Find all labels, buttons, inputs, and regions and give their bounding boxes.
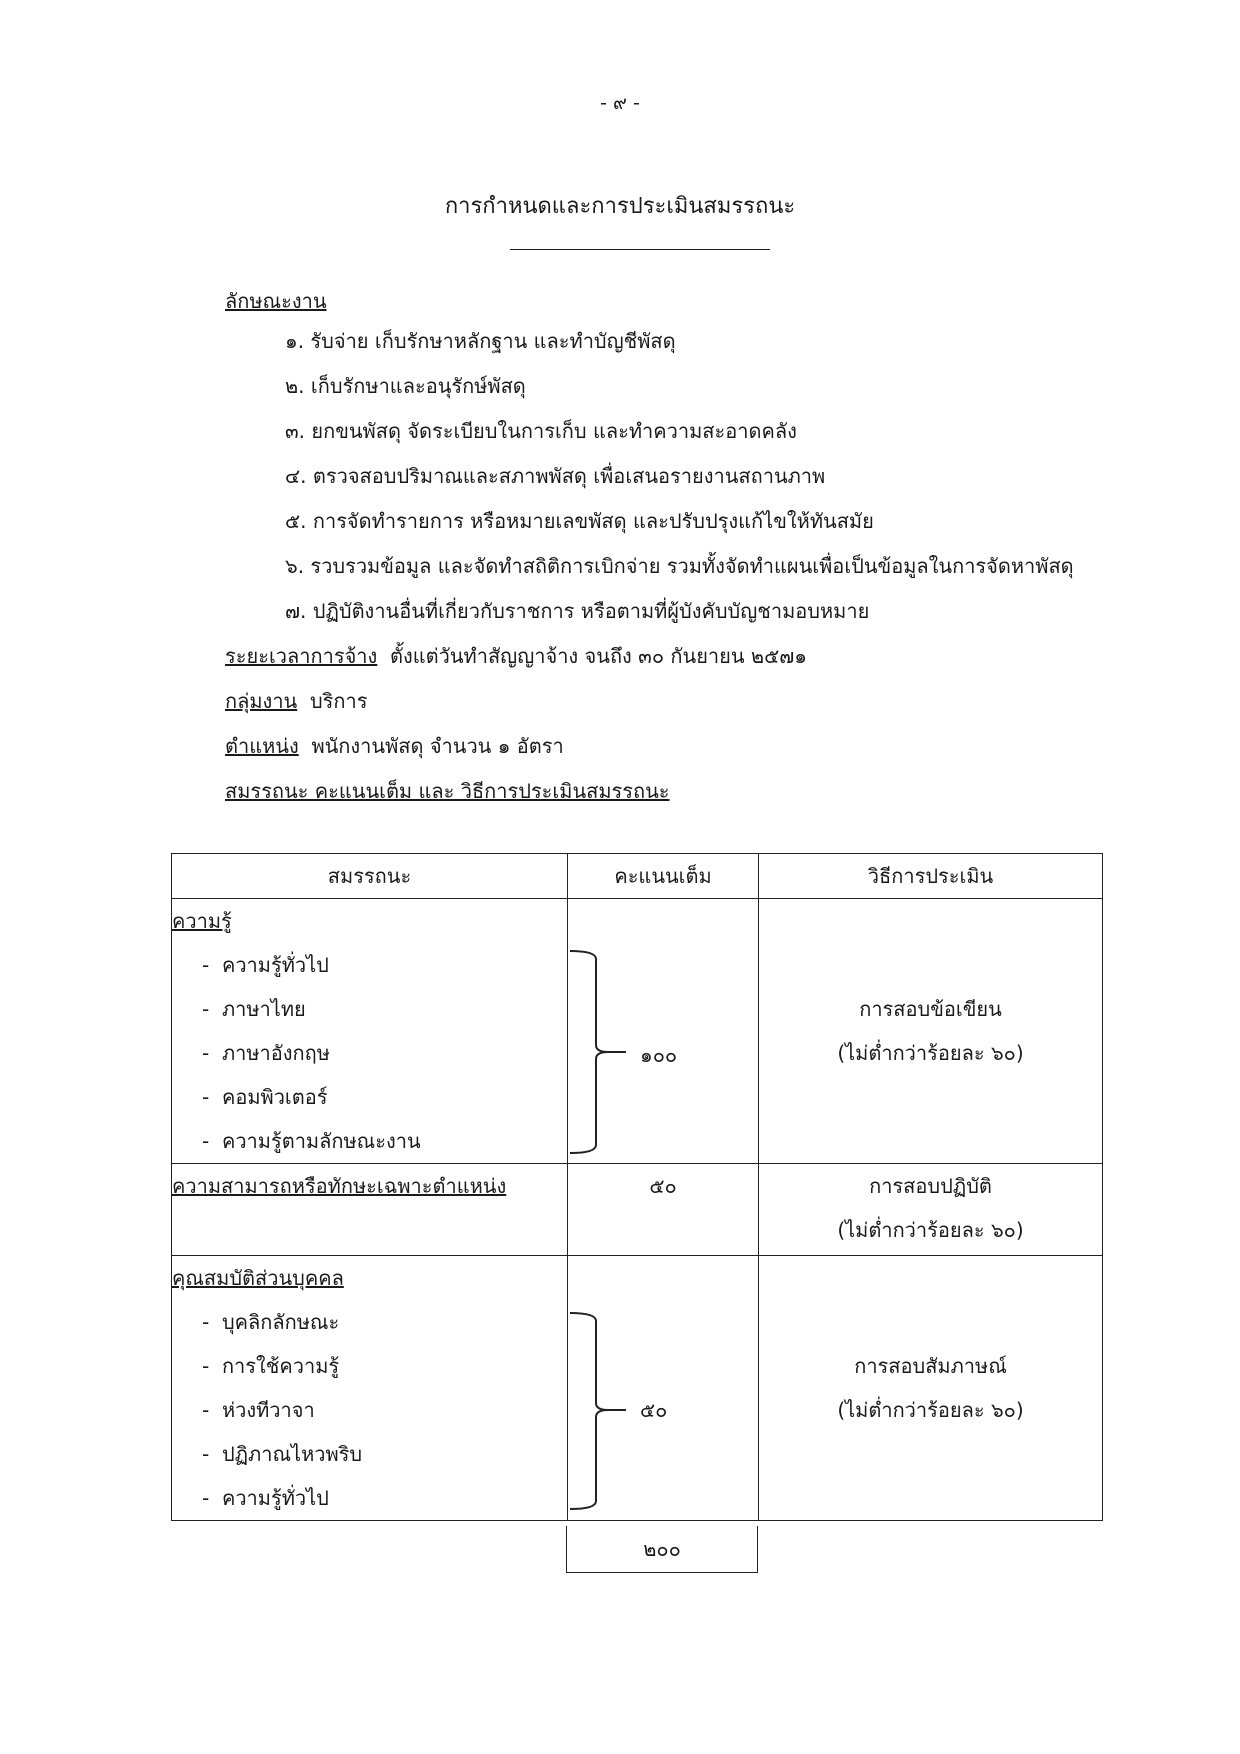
job-nature-heading: ลักษณะงาน (225, 289, 327, 313)
position-value: พนักงานพัสดุ จำนวน ๑ อัตรา (311, 734, 564, 758)
method-cell (759, 1256, 1103, 1521)
category-label: คุณสมบัติส่วนบุคคล (172, 1266, 344, 1290)
score-cell (568, 1164, 759, 1256)
duty-item: ๔. ตรวจสอบปริมาณและสภาพพัสดุ เพื่อเสนอรายงานสถานภาพ (285, 464, 826, 488)
sub-item: - ภาษาอังกฤษ (202, 1041, 330, 1065)
score-value: ๕๐ (649, 1174, 677, 1198)
table-header-row (172, 854, 1103, 899)
duty-item: ๖. รวบรวมข้อมูล และจัดทำสถิติการเบิกจ่าย รวมทั้งจัดทำแผนเพื่อเป็นข้อมูลในการจัดหาพัสดุ (285, 554, 1074, 578)
method-criteria: (ไม่ต่ำกว่าร้อยละ ๖๐) (837, 1218, 1024, 1242)
sub-item: - บุคลิกลักษณะ (202, 1310, 340, 1334)
employment-period-value: ตั้งแต่วันทำสัญญาจ้าง จนถึง ๓๐ กันยายน ๒๕๗๑ (390, 644, 807, 668)
sub-item: - ปฏิภาณไหวพริบ (202, 1442, 363, 1466)
sub-item: - ความรู้ทั่วไป (202, 953, 329, 977)
competency-heading: สมรรถนะ คะแนนเต็ม และ วิธีการประเมินสมรรถนะ (225, 779, 670, 803)
method-cell (759, 1164, 1103, 1256)
sub-item: - ความรู้ตามลักษณะงาน (202, 1129, 421, 1153)
table-row (172, 899, 1103, 1164)
method-name: การสอบข้อเขียน (859, 997, 1002, 1021)
sub-item: - ภาษาไทย (202, 997, 306, 1021)
sub-item: - ห่วงทีวาจา (202, 1398, 315, 1422)
total-score: ๒๐๐ (566, 1526, 758, 1573)
competency-table (171, 853, 1103, 1521)
position (225, 730, 564, 762)
score-value: ๑๐๐ (640, 1043, 678, 1067)
competency-cell (172, 899, 568, 1164)
sub-item: - การใช้ความรู้ (202, 1354, 340, 1378)
duty-item: ๕. การจัดทำรายการ หรือหมายเลขพัสดุ และปรับปรุงแก้ไขให้ทันสมัย (285, 509, 874, 533)
score-cell (568, 899, 759, 1164)
method-cell (759, 899, 1103, 1164)
header-competency: สมรรถนะ (172, 854, 568, 899)
method-criteria: (ไม่ต่ำกว่าร้อยละ ๖๐) (837, 1398, 1024, 1422)
duty-item: ๗. ปฏิบัติงานอื่นที่เกี่ยวกับราชการ หรือตามที่ผู้บังคับบัญชามอบหมาย (285, 599, 870, 623)
method-name: การสอบปฏิบัติ (869, 1174, 992, 1198)
right-brace-icon (568, 1311, 628, 1511)
table-row (172, 1256, 1103, 1521)
method-criteria: (ไม่ต่ำกว่าร้อยละ ๖๐) (837, 1041, 1024, 1065)
method-name: การสอบสัมภาษณ์ (854, 1354, 1007, 1378)
sub-item: - ความรู้ทั่วไป (202, 1486, 329, 1510)
work-group (225, 685, 367, 717)
duty-item: ๑. รับจ่าย เก็บรักษาหลักฐาน และทำบัญชีพัสดุ (285, 329, 676, 353)
competency-cell (172, 1164, 568, 1256)
page-title: การกำหนดและการประเมินสมรรถนะ (444, 194, 796, 219)
page-number: - ๙ - (600, 92, 640, 114)
score-cell (568, 1256, 759, 1521)
category-label: ความสามารถหรือทักษะเฉพาะตำแหน่ง (172, 1174, 507, 1198)
header-method: วิธีการประเมิน (759, 854, 1103, 899)
header-full-score: คะแนนเต็ม (568, 854, 759, 899)
employment-period-label: ระยะเวลาการจ้าง (225, 644, 378, 668)
competency-cell (172, 1256, 568, 1521)
position-label: ตำแหน่ง (225, 734, 299, 758)
sub-item: - คอมพิวเตอร์ (202, 1085, 328, 1109)
table-row (172, 1164, 1103, 1256)
right-brace-icon (568, 949, 628, 1155)
duty-item: ๓. ยกขนพัสดุ จัดระเบียบในการเก็บ และทำความสะอาดคลัง (285, 419, 797, 443)
duty-item: ๒. เก็บรักษาและอนุรักษ์พัสดุ (285, 374, 526, 398)
category-label: ความรู้ (172, 909, 232, 933)
work-group-label: กลุ่มงาน (225, 689, 298, 713)
title-underline (510, 249, 770, 250)
score-value: ๕๐ (640, 1398, 668, 1422)
employment-period (225, 640, 807, 672)
work-group-value: บริการ (309, 689, 368, 713)
